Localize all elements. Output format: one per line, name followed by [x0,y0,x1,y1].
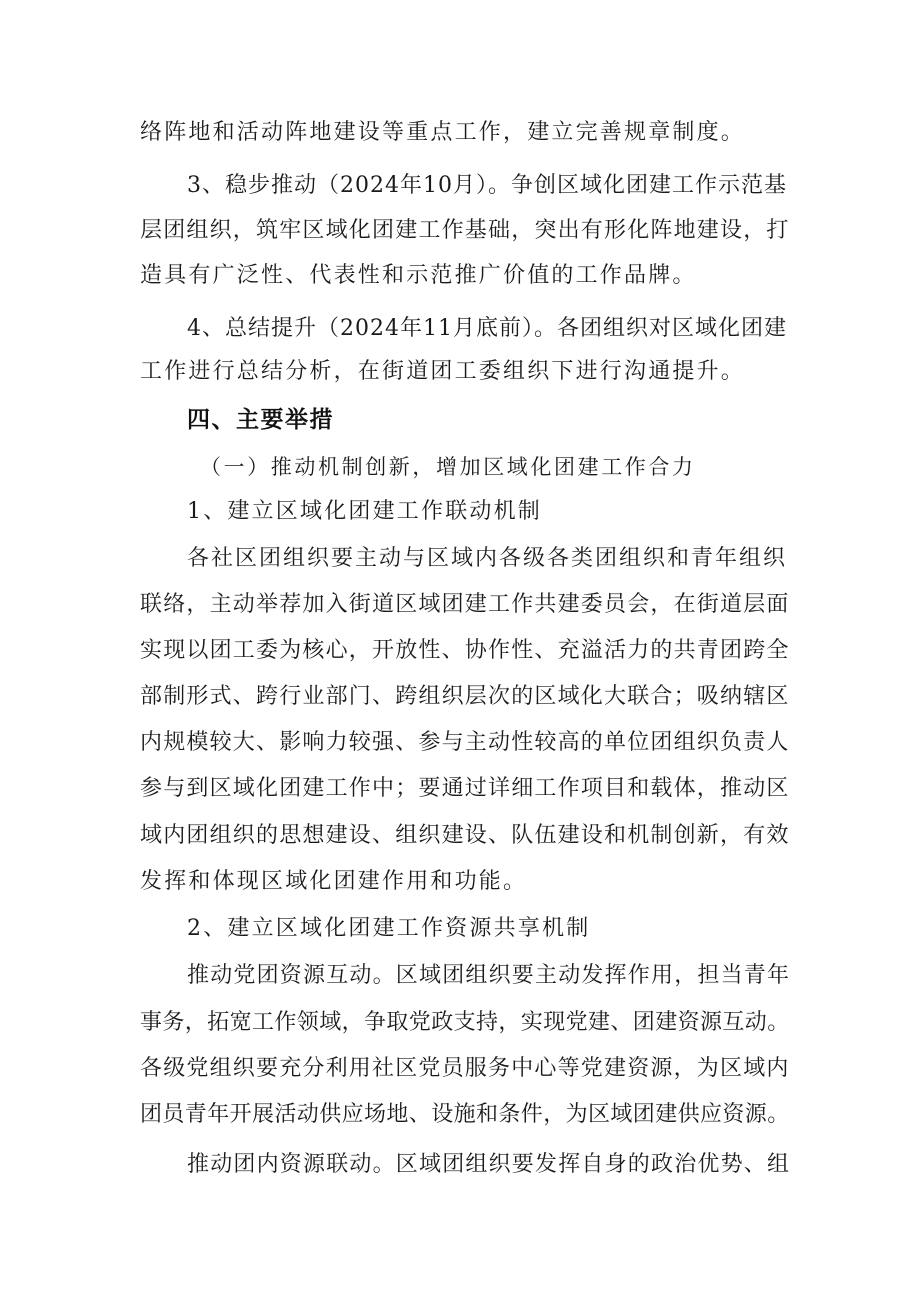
subsection-heading: （一）推动机制创新，增加区域化团建工作合力 [200,455,696,479]
item-heading: 1、建立区域化团建工作联动机制 [187,499,542,524]
paragraph-line: 工作进行总结分析，在街道团工委组织下进行沟通提升。 [140,359,746,384]
paragraph-line: 各级党组织要充分利用社区党员服务中心等党建资源，为区域内 [140,1056,790,1081]
paragraph-line: 4、总结提升（2024年11月底前）。各团组织对区域化团建 [187,316,787,341]
paragraph-line: 层团组织，筑牢区域化团建工作基础，突出有形化阵地建设，打 [140,218,790,243]
paragraph-line: 部制形式、跨行业部门、跨组织层次的区域化大联合；吸纳辖区 [140,684,790,709]
paragraph-line: 推动团内资源联动。区域团组织要发挥自身的政治优势、组 [187,1152,791,1177]
paragraph-line: 实现以团工委为核心，开放性、协作性、充溢活力的共青团跨全 [140,638,790,663]
paragraph-line: 参与到区域化团建工作中；要通过详细工作项目和载体，推动区 [140,776,790,801]
paragraph-line: 络阵地和活动阵地建设等重点工作，建立完善规章制度。 [140,120,746,145]
paragraph-line: 发挥和体现区域化团建作用和功能。 [140,869,528,894]
section-heading: 四、主要举措 [187,407,334,433]
paragraph-line: 各社区团组织要主动与区域内各级各类团组织和青年组织 [187,546,788,571]
paragraph-line: 内规模较大、影响力较强、参与主动性较高的单位团组织负责人 [140,730,790,755]
paragraph-line: 团员青年开展活动供应场地、设施和条件，为区域团建供应资源。 [140,1102,790,1127]
paragraph-line: 3、稳步推动（2024年10月）。争创区域化团建工作示范基 [187,173,787,198]
item-heading: 2、建立区域化团建工作资源共享机制 [187,916,591,941]
paragraph-line: 域内团组织的思想建设、组织建设、队伍建设和机制创新，有效 [140,823,790,848]
paragraph-line: 联络，主动举荐加入街道区域团建工作共建委员会，在街道层面 [140,592,790,617]
paragraph-line: 事务，拓宽工作领域，争取党政支持，实现党建、团建资源互动。 [140,1010,790,1035]
paragraph-line: 造具有广泛性、代表性和示范推广价值的工作品牌。 [140,263,697,288]
paragraph-line: 推动党团资源互动。区域团组织要主动发挥作用，担当青年 [187,963,791,988]
